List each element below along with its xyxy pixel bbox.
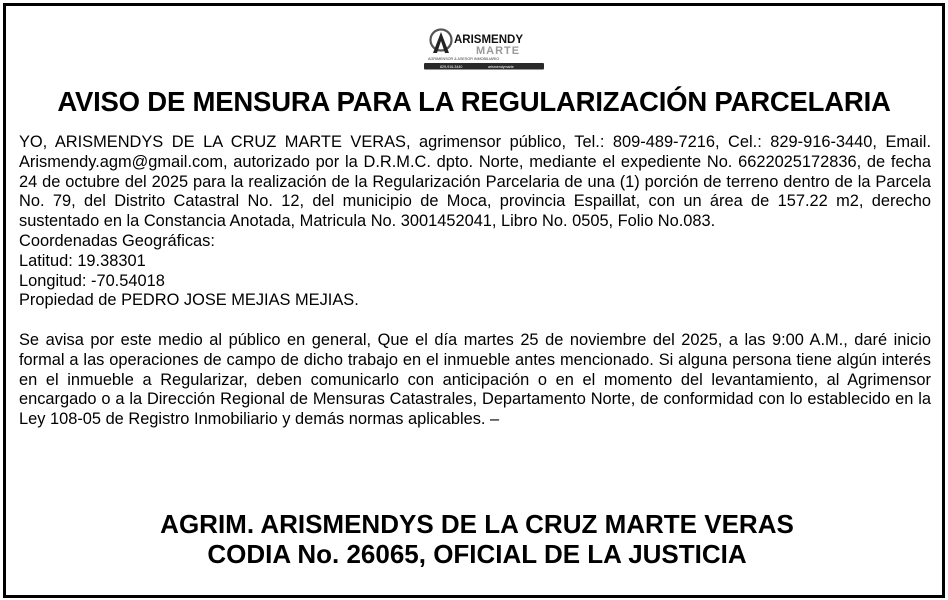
property-owner: Propiedad de PEDRO JOSE MEJIAS MEJIAS. xyxy=(19,291,359,310)
logo-social-text: arismendymarte xyxy=(488,64,514,69)
paragraph-spacer xyxy=(19,311,931,331)
notice-title: AVISO DE MENSURA PARA LA REGULARIZACIÓN PARCELARIA xyxy=(57,86,891,117)
longitude-value: Longitud: -70.54018 xyxy=(19,271,165,290)
signature-credentials: CODIA No. 26065, OFICIAL DE LA JUSTICIA xyxy=(207,539,747,569)
logo-graphic xyxy=(424,26,544,70)
coordinates-heading: Coordenadas Geográficas: xyxy=(19,231,215,250)
notice-frame xyxy=(3,3,945,598)
notice-paragraph-2: Se avisa por este medio al público en general, Que el día martes 25 de noviembre del 2025, a las 9:00 A.M., daré inicio formal a las operaciones de campo de dicho trabajo en el inmueble antes mencionado. Si alguna persona tiene algún interés en el inmueble a Regularizar, deben comunicarlo con anticipación o en el momento del levantamiento, al Agrimensor encargado o a la Dirección Regional de Mensuras Catastrales, Departamento Norte, de conformidad con lo establecido en la Ley 108-05 de Registro Inmobiliario y demás normas aplicables. – xyxy=(19,330,931,429)
company-logo xyxy=(424,26,544,70)
notice-body xyxy=(19,133,931,430)
signature-name: AGRIM. ARISMENDYS DE LA CRUZ MARTE VERAS xyxy=(160,509,794,539)
signature-block xyxy=(6,509,948,569)
latitude-value: Latitud: 19.38301 xyxy=(19,251,146,270)
logo-name-text: ARISMENDY xyxy=(454,34,524,46)
logo-tagline-text: AGRIMENSOR & ASESOR INMOBILIARIO xyxy=(428,57,500,61)
notice-paragraph-1: YO, ARISMENDYS DE LA CRUZ MARTE VERAS, agrimensor público, Tel.: 809-489-7216, Cel.: 829-916-3440, Email. Arismendy.agm@gmail.com, autorizado por la D.R.M.C. dpto. Norte, mediante el expediente No. 6622025172836, de fecha 24 de octubre del 2025 para la realización de la Regularización Parcelaria de una (1) porción de terreno dentro de la Parcela No. 79, del Distrito Catastral No. 12, del municipio de Moca, provincia Espaillat, con un área de 157.22 m2, derecho sustentado en la Constancia Anotada, Matricula No. 3001452041, Libro No. 0505, Folio No.083. xyxy=(19,133,931,231)
logo-surname-text: MARTE xyxy=(476,45,521,57)
logo-phone-text: 829-916-3440 xyxy=(440,64,463,69)
